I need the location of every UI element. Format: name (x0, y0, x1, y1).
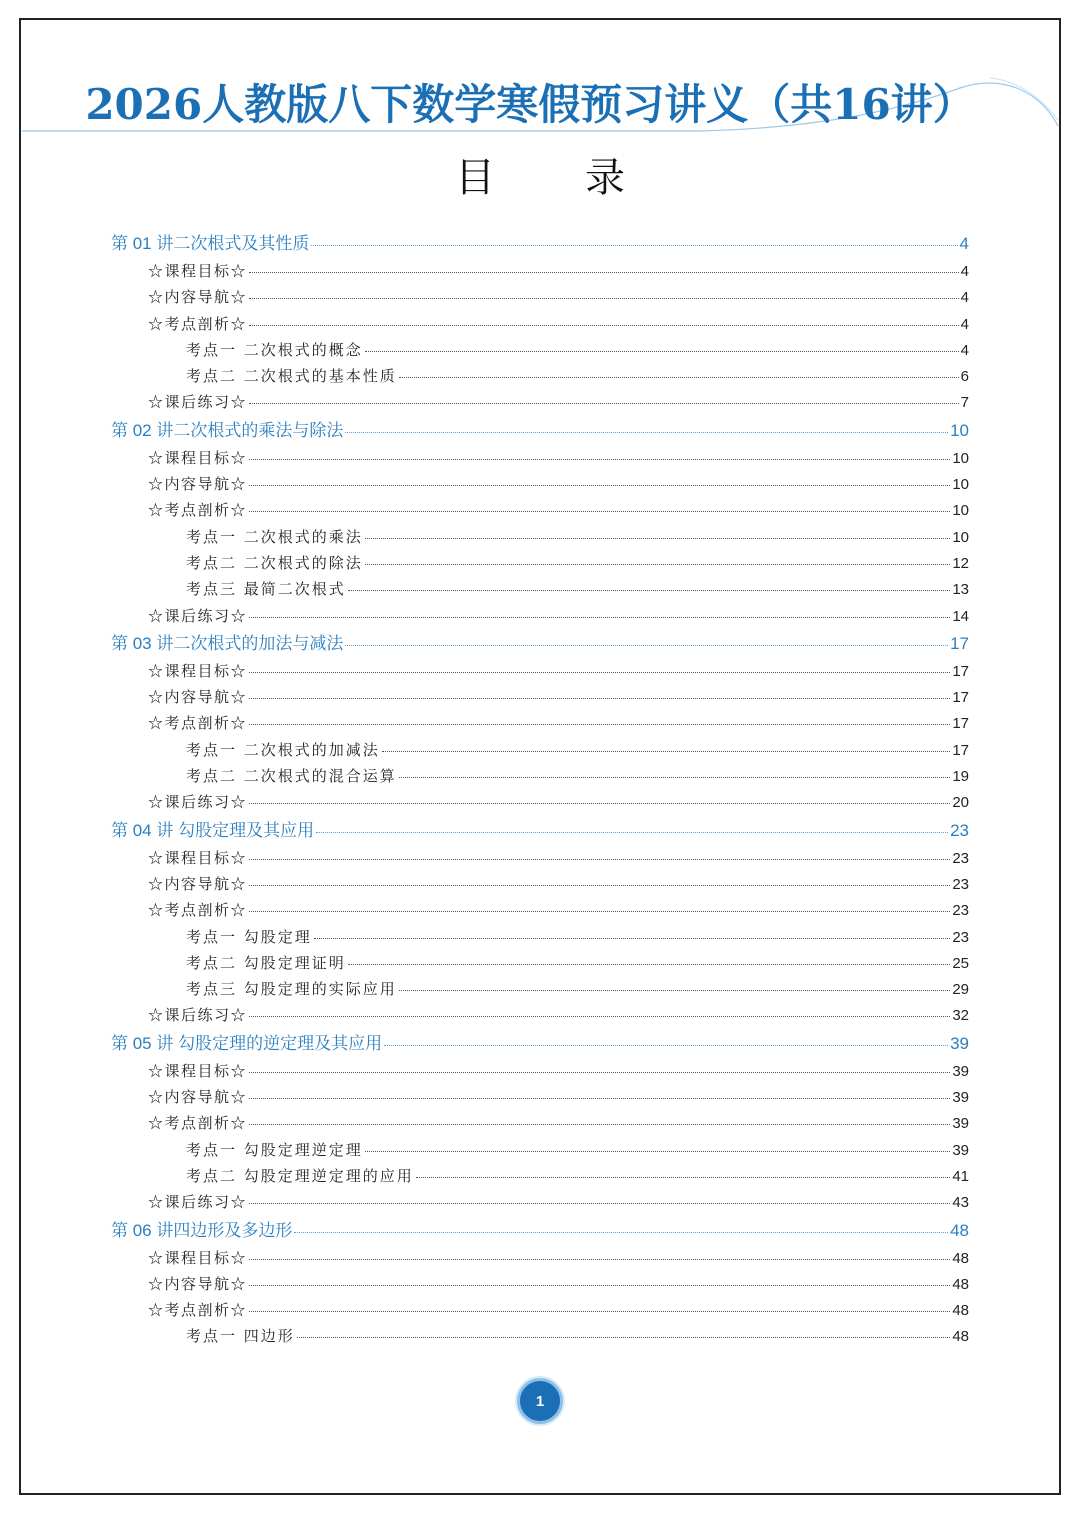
toc-dot-leader (249, 1016, 950, 1017)
toc-entry-page: 10 (952, 528, 969, 546)
toc-section-entry[interactable] (0, 1002, 1080, 1028)
toc-entry-page: 10 (952, 502, 969, 520)
toc-subsection-entry[interactable] (0, 576, 1080, 602)
toc-section-entry[interactable] (0, 789, 1080, 815)
toc-section-entry[interactable] (0, 389, 1080, 415)
toc-dot-leader (249, 724, 950, 725)
toc-entry-page: 14 (952, 607, 969, 625)
toc-entry-label: ☆考点剖析☆ (148, 1114, 248, 1133)
toc-subsection-entry[interactable] (0, 1137, 1080, 1163)
toc-entry-page: 19 (952, 768, 969, 786)
toc-entry-page: 10 (950, 420, 969, 440)
toc-entry-page: 39 (950, 1033, 969, 1053)
toc-dot-leader (316, 832, 948, 833)
toc-entry-page: 39 (952, 1115, 969, 1133)
toc-dot-leader (249, 459, 950, 460)
toc-dot-leader (249, 272, 959, 273)
toc-dot-leader (416, 1177, 951, 1178)
toc-entry-page: 6 (960, 368, 969, 386)
toc-dot-leader (249, 803, 950, 804)
toc-subsection-entry[interactable] (0, 524, 1080, 550)
toc-entry-label: 考点一 二次根式的概念 (186, 340, 363, 359)
toc-section-entry[interactable] (0, 1297, 1080, 1323)
toc-heading (0, 146, 1080, 203)
toc-section-entry[interactable] (0, 258, 1080, 284)
toc-entry-page: 17 (952, 715, 969, 733)
toc-dot-leader (365, 538, 951, 539)
toc-entry-label: ☆考点剖析☆ (148, 314, 248, 333)
toc-dot-leader (249, 1259, 950, 1260)
toc-entry-label: 第 01 讲二次根式及其性质 (111, 234, 310, 253)
toc-entry-page: 23 (952, 928, 969, 946)
toc-subsection-entry[interactable] (0, 1163, 1080, 1189)
toc-chapter-entry[interactable] (0, 629, 1080, 658)
toc-entry-page: 17 (952, 662, 969, 680)
toc-chapter-entry[interactable] (0, 229, 1080, 258)
toc-dot-leader (348, 590, 951, 591)
table-of-contents (0, 229, 1080, 1350)
toc-entry-label: ☆课后练习☆ (148, 606, 248, 625)
toc-section-entry[interactable] (0, 871, 1080, 897)
toc-dot-leader (249, 617, 950, 618)
toc-dot-leader (249, 485, 950, 486)
toc-entry-page: 4 (960, 263, 969, 280)
toc-dot-leader (297, 1337, 951, 1338)
toc-subsection-entry[interactable] (0, 550, 1080, 576)
toc-entry-label: ☆课程目标☆ (148, 1061, 248, 1080)
toc-dot-leader (294, 1232, 948, 1233)
toc-dot-leader (249, 672, 950, 673)
toc-section-entry[interactable] (0, 1271, 1080, 1297)
toc-entry-page: 48 (952, 1275, 969, 1293)
page-number-badge: 1 (517, 1378, 563, 1424)
toc-subsection-entry[interactable] (0, 363, 1080, 389)
toc-section-entry[interactable] (0, 710, 1080, 736)
toc-heading-char-2: 录 (585, 155, 625, 201)
toc-entry-page: 4 (960, 315, 969, 333)
toc-entry-page: 12 (952, 554, 969, 572)
toc-entry-page: 43 (952, 1194, 969, 1212)
toc-entry-page: 25 (952, 954, 969, 972)
toc-entry-page: 4 (960, 341, 969, 359)
toc-entry-page: 39 (952, 1141, 969, 1159)
toc-entry-label: 考点二 二次根式的混合运算 (186, 767, 397, 786)
toc-entry-label: ☆课程目标☆ (148, 661, 248, 680)
toc-subsection-entry[interactable] (0, 337, 1080, 363)
toc-entry-label: 考点二 二次根式的除法 (186, 553, 363, 572)
toc-entry-label: ☆课程目标☆ (148, 448, 248, 467)
toc-subsection-entry[interactable] (0, 976, 1080, 1002)
toc-dot-leader (345, 432, 948, 433)
toc-section-entry[interactable] (0, 1110, 1080, 1136)
toc-dot-leader (399, 990, 951, 991)
toc-entry-label: 考点二 勾股定理逆定理的应用 (186, 1166, 414, 1185)
toc-chapter-entry[interactable] (0, 816, 1080, 845)
document-title: 2026人教版八下数学寒假预习讲义（共16讲） (85, 80, 975, 129)
toc-section-entry[interactable] (0, 603, 1080, 629)
toc-entry-label: ☆内容导航☆ (148, 1274, 248, 1293)
toc-entry-label: ☆考点剖析☆ (148, 1301, 248, 1320)
toc-dot-leader (249, 1098, 950, 1099)
toc-entry-page: 39 (952, 1089, 969, 1107)
toc-entry-label: 考点一 二次根式的乘法 (186, 527, 363, 546)
toc-section-entry[interactable] (0, 311, 1080, 337)
toc-section-entry[interactable] (0, 1084, 1080, 1110)
toc-dot-leader (249, 698, 950, 699)
toc-entry-label: ☆考点剖析☆ (148, 714, 248, 733)
toc-entry-label: ☆课程目标☆ (148, 848, 248, 867)
toc-entry-page: 48 (952, 1302, 969, 1320)
toc-entry-page: 17 (952, 741, 969, 759)
toc-entry-label: 考点一 勾股定理逆定理 (186, 1140, 363, 1159)
toc-section-entry[interactable] (0, 497, 1080, 523)
toc-dot-leader (249, 1285, 950, 1286)
toc-dot-leader (249, 1311, 950, 1312)
toc-subsection-entry[interactable] (0, 924, 1080, 950)
toc-dot-leader (249, 298, 959, 299)
toc-entry-label: ☆内容导航☆ (148, 475, 248, 494)
toc-chapter-entry[interactable] (0, 1029, 1080, 1058)
toc-dot-leader (249, 1203, 950, 1204)
toc-entry-label: ☆内容导航☆ (148, 1088, 248, 1107)
toc-entry-label: 考点一 二次根式的加减法 (186, 740, 380, 759)
toc-dot-leader (365, 351, 959, 352)
toc-dot-leader (314, 938, 951, 939)
toc-dot-leader (249, 911, 950, 912)
toc-entry-page: 23 (952, 902, 969, 920)
toc-dot-leader (249, 1124, 950, 1125)
toc-entry-page: 13 (952, 581, 969, 599)
toc-section-entry[interactable] (0, 1245, 1080, 1271)
toc-dot-leader (382, 751, 951, 752)
toc-entry-page: 4 (959, 234, 969, 253)
toc-entry-label: 第 03 讲二次根式的加法与减法 (111, 633, 344, 653)
toc-entry-label: ☆考点剖析☆ (148, 501, 248, 520)
toc-dot-leader (399, 777, 951, 778)
toc-section-entry[interactable] (0, 1189, 1080, 1215)
toc-entry-label: 第 04 讲 勾股定理及其应用 (111, 820, 315, 840)
toc-entry-label: ☆课后练习☆ (148, 793, 248, 812)
toc-dot-leader (249, 325, 959, 326)
toc-entry-label: 第 02 讲二次根式的乘法与除法 (111, 420, 344, 440)
toc-entry-label: ☆考点剖析☆ (148, 901, 248, 920)
toc-entry-label: ☆内容导航☆ (148, 874, 248, 893)
toc-section-entry[interactable] (0, 897, 1080, 923)
toc-section-entry[interactable] (0, 845, 1080, 871)
toc-entry-label: 考点一 四边形 (186, 1327, 295, 1346)
toc-chapter-entry[interactable] (0, 1216, 1080, 1245)
toc-dot-leader (365, 564, 951, 565)
toc-entry-label: 考点二 二次根式的基本性质 (186, 367, 397, 386)
toc-entry-page: 17 (950, 633, 969, 653)
toc-entry-label: ☆内容导航☆ (148, 688, 248, 707)
toc-entry-label: 考点三 勾股定理的实际应用 (186, 980, 397, 999)
toc-chapter-entry[interactable] (0, 416, 1080, 445)
toc-section-entry[interactable] (0, 284, 1080, 310)
toc-entry-page: 23 (952, 849, 969, 867)
toc-section-entry[interactable] (0, 445, 1080, 471)
toc-dot-leader (311, 245, 957, 246)
toc-heading-char-1: 目 (455, 155, 495, 201)
toc-dot-leader (249, 885, 950, 886)
toc-dot-leader (384, 1045, 948, 1046)
toc-entry-page: 39 (952, 1062, 969, 1080)
toc-entry-page: 48 (952, 1328, 969, 1346)
toc-dot-leader (249, 511, 950, 512)
toc-entry-page: 7 (960, 394, 969, 412)
toc-entry-label: 考点三 最简二次根式 (186, 580, 346, 599)
toc-subsection-entry[interactable] (0, 950, 1080, 976)
toc-entry-page: 17 (952, 689, 969, 707)
toc-dot-leader (348, 964, 951, 965)
toc-entry-page: 20 (952, 794, 969, 812)
toc-entry-label: ☆课后练习☆ (148, 1193, 248, 1212)
toc-entry-label: ☆课程目标☆ (148, 1248, 248, 1267)
toc-entry-label: 考点一 勾股定理 (186, 927, 312, 946)
toc-entry-page: 48 (950, 1220, 969, 1240)
toc-entry-page: 4 (960, 289, 969, 307)
toc-entry-page: 29 (952, 981, 969, 999)
toc-section-entry[interactable] (0, 658, 1080, 684)
toc-entry-page: 23 (950, 820, 969, 840)
toc-entry-page: 10 (952, 476, 969, 494)
toc-entry-label: ☆课后练习☆ (148, 393, 248, 412)
toc-entry-label: 考点二 勾股定理证明 (186, 953, 346, 972)
toc-entry-label: 第 05 讲 勾股定理的逆定理及其应用 (111, 1033, 383, 1053)
toc-entry-label: ☆课后练习☆ (148, 1006, 248, 1025)
toc-dot-leader (345, 645, 948, 646)
toc-dot-leader (365, 1151, 951, 1152)
toc-dot-leader (399, 377, 959, 378)
toc-dot-leader (249, 859, 950, 860)
toc-dot-leader (249, 1072, 950, 1073)
toc-section-entry[interactable] (0, 471, 1080, 497)
toc-entry-label: ☆内容导航☆ (148, 288, 248, 307)
toc-section-entry[interactable] (0, 1058, 1080, 1084)
toc-entry-page: 32 (952, 1007, 969, 1025)
toc-subsection-entry[interactable] (0, 1323, 1080, 1349)
toc-dot-leader (249, 403, 959, 404)
toc-entry-page: 48 (952, 1249, 969, 1267)
toc-entry-label: 第 06 讲四边形及多边形 (111, 1220, 293, 1240)
toc-entry-page: 23 (952, 875, 969, 893)
toc-entry-page: 41 (952, 1167, 969, 1185)
toc-entry-label: ☆课程目标☆ (148, 262, 248, 280)
toc-subsection-entry[interactable] (0, 763, 1080, 789)
toc-entry-page: 10 (952, 449, 969, 467)
toc-subsection-entry[interactable] (0, 737, 1080, 763)
toc-section-entry[interactable] (0, 684, 1080, 710)
